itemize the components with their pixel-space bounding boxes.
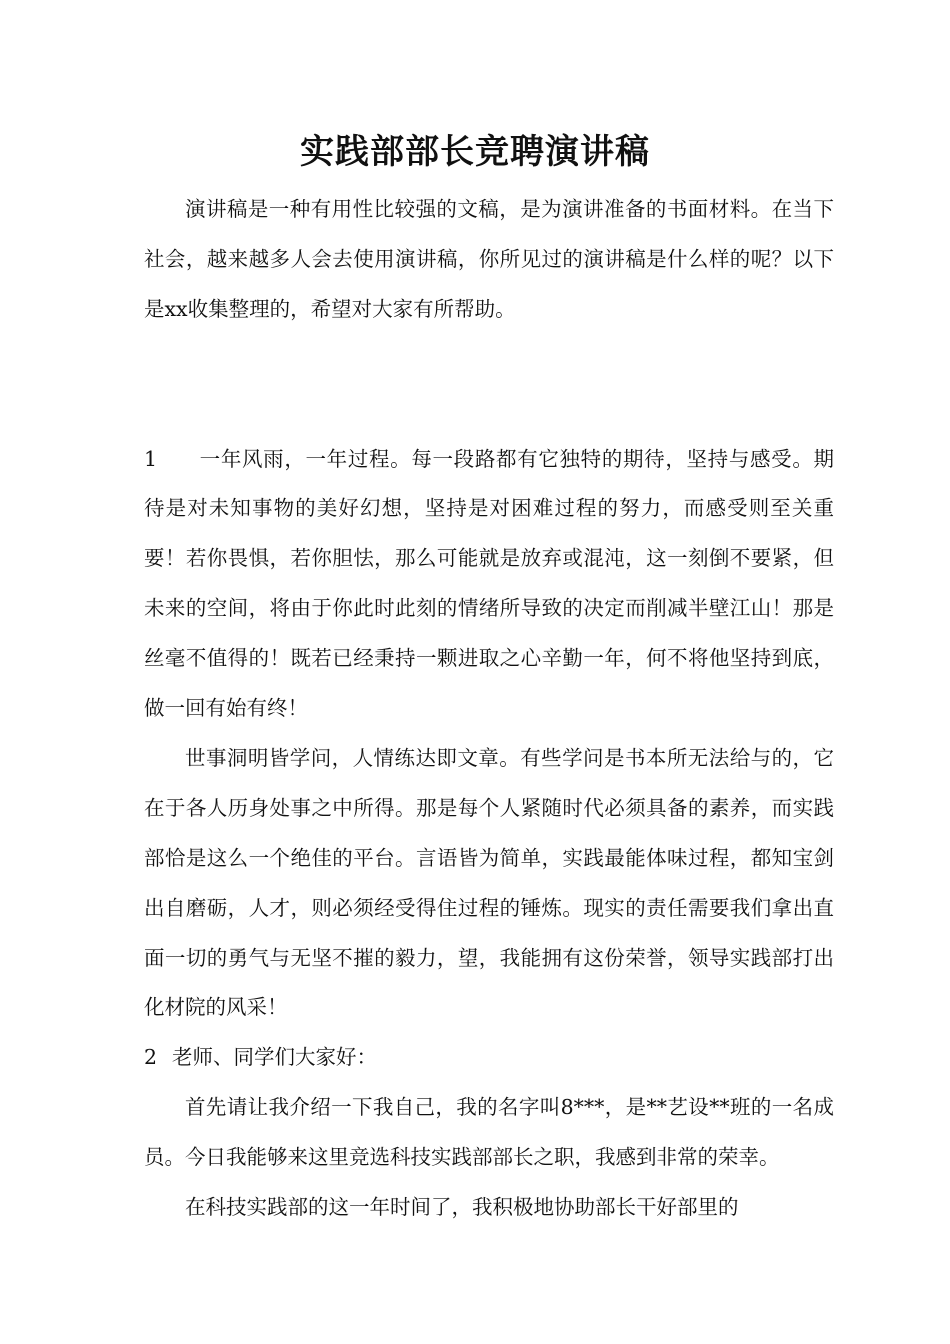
paragraph-gap xyxy=(144,335,834,435)
intro-paragraph: 演讲稿是一种有用性比较强的文稿，是为演讲准备的书面材料。在当下社会，越来越多人会去使用演讲稿，你所见过的演讲稿是什么样的呢？以下是xx收集整理的，希望对大家有所帮助。 xyxy=(144,197,834,321)
section-1-paragraph-2: 世事洞明皆学问，人情练达即文章。有些学问是书本所无法给与的，它在于各人历身处事之中所得。那是每个人紧随时代必须具备的素养，而实践部恰是这么一个绝佳的平台。言语皆为简单，实践最能体味过程，都知宝剑出自磨砺，人才，则必须经受得住过程的锤炼。现实的责任需要我们拿出直面一切的勇气与无坚不摧的毅力，望，我能拥有这份荣誉，领导实践部打出化材院的风采！ xyxy=(144,745,834,1020)
section-2-greeting-line xyxy=(144,1033,834,1083)
section-2-paragraph-1: 首先请让我介绍一下我自己，我的名字叫8***，是**艺设**班的一名成员。今日我能够来这里竞选科技实践部部长之职，我感到非常的荣幸。 xyxy=(144,1095,834,1170)
section-1-paragraph-1-text: 一年风雨，一年过程。每一段路都有它独特的期待，坚持与感受。期待是对未知事物的美好幻想，坚持是对困难过程的努力，而感受则至关重要！若你畏惧，若你胆怯，那么可能就是放弃或混沌，这一刻倒不要紧，但未来的空间，将由于你此时此刻的情绪所导致的决定而削减半壁江山！那是丝毫不值得的！既若已经秉持一颗进取之心辛勤一年，何不将他坚持到底，做一回有始有终！ xyxy=(144,446,834,721)
section-1-number: 1 xyxy=(144,446,158,471)
section-1-paragraph-1 xyxy=(144,435,834,734)
section-2-paragraph-2: 在科技实践部的这一年时间了，我积极地协助部长干好部里的 xyxy=(185,1195,739,1220)
section-2-greeting: 老师、同学们大家好： xyxy=(172,1045,377,1070)
section-2-number: 2 xyxy=(144,1045,158,1070)
document-body xyxy=(144,185,834,1233)
document-title: 实践部部长竞聘演讲稿 xyxy=(300,132,650,172)
